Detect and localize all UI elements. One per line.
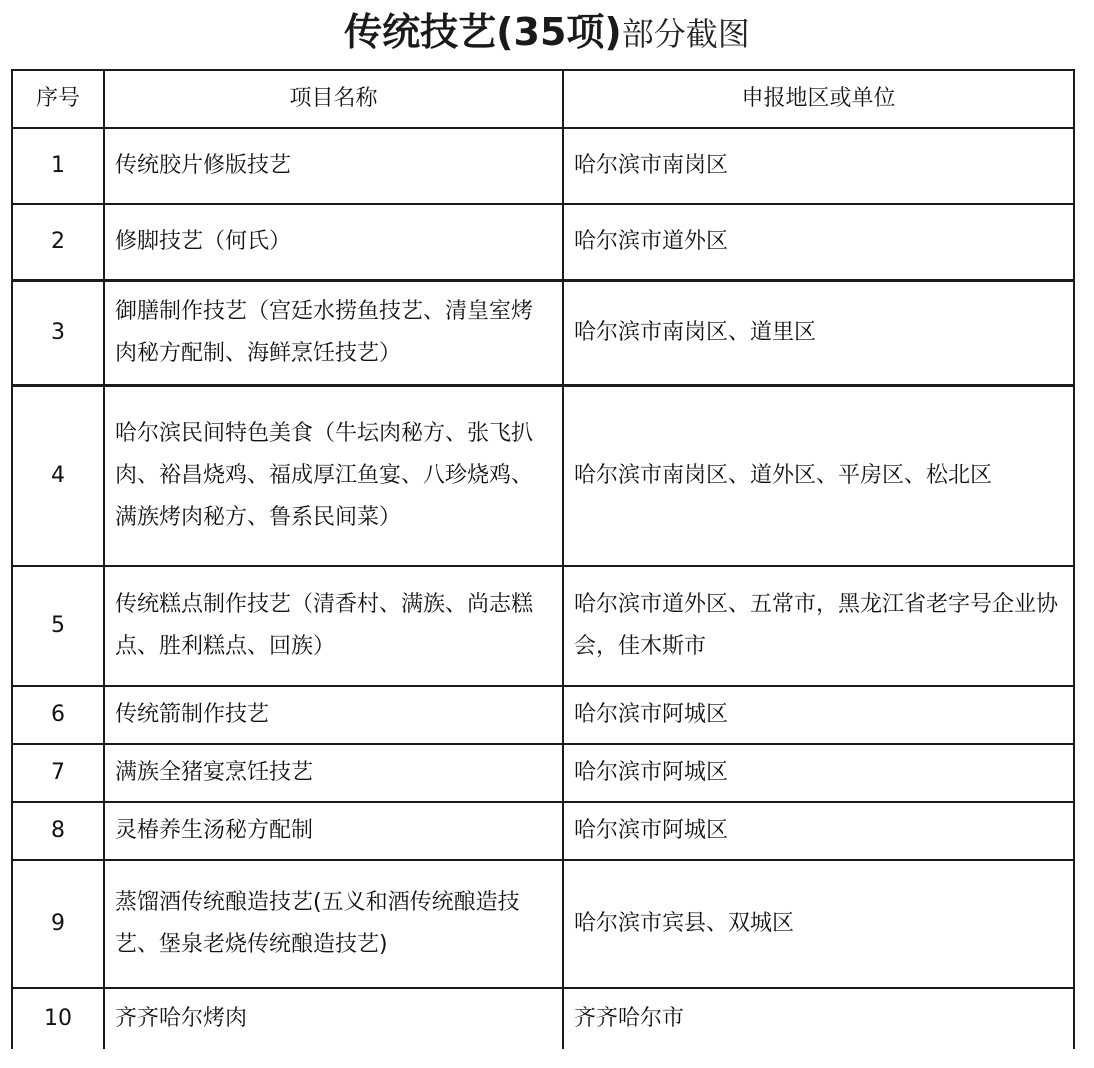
table-row	[12, 204, 1074, 281]
row-seq: 2	[12, 204, 104, 281]
row-project-name: 哈尔滨民间特色美食（牛坛肉秘方、张飞扒肉、裕昌烧鸡、福成厚江鱼宴、八珍烧鸡、满族烤肉秘方、鲁系民间菜）	[104, 386, 563, 567]
row-region-unit: 哈尔滨市南岗区	[563, 128, 1074, 204]
row-seq: 6	[12, 686, 104, 744]
row-project-name: 灵椿养生汤秘方配制	[104, 802, 563, 860]
table-row	[12, 744, 1074, 802]
table-row	[12, 988, 1074, 1049]
header-region-unit: 申报地区或单位	[563, 70, 1074, 128]
header-project-name: 项目名称	[104, 70, 563, 128]
row-seq: 8	[12, 802, 104, 860]
row-project-name: 满族全猪宴烹饪技艺	[104, 744, 563, 802]
row-seq: 10	[12, 988, 104, 1049]
heritage-table	[11, 69, 1075, 1049]
row-seq: 7	[12, 744, 104, 802]
row-project-name: 传统箭制作技艺	[104, 686, 563, 744]
row-project-name: 传统糕点制作技艺（清香村、满族、尚志糕点、胜利糕点、回族）	[104, 566, 563, 686]
row-region-unit: 哈尔滨市宾县、双城区	[563, 860, 1074, 988]
table-row	[12, 386, 1074, 567]
row-seq: 1	[12, 128, 104, 204]
row-project-name: 修脚技艺（何氏）	[104, 204, 563, 281]
row-project-name: 御膳制作技艺（宫廷水捞鱼技艺、清皇室烤肉秘方配制、海鲜烹饪技艺）	[104, 281, 563, 386]
row-seq: 3	[12, 281, 104, 386]
row-region-unit: 哈尔滨市南岗区、道里区	[563, 281, 1074, 386]
row-region-unit: 哈尔滨市阿城区	[563, 744, 1074, 802]
row-seq: 5	[12, 566, 104, 686]
row-region-unit: 哈尔滨市阿城区	[563, 802, 1074, 860]
row-region-unit: 哈尔滨市道外区、五常市，黑龙江省老字号企业协会，佳木斯市	[563, 566, 1074, 686]
row-project-name: 蒸馏酒传统酿造技艺(五义和酒传统酿造技艺、堡泉老烧传统酿造技艺)	[104, 860, 563, 988]
row-region-unit: 哈尔滨市南岗区、道外区、平房区、松北区	[563, 386, 1074, 567]
row-region-unit: 齐齐哈尔市	[563, 988, 1074, 1049]
page-title	[0, 6, 1094, 62]
table-header-row	[12, 70, 1074, 128]
row-project-name: 传统胶片修版技艺	[104, 128, 563, 204]
row-seq: 4	[12, 386, 104, 567]
row-region-unit: 哈尔滨市阿城区	[563, 686, 1074, 744]
table-row	[12, 802, 1074, 860]
table-row	[12, 686, 1074, 744]
title-suffix: 部分截图	[621, 15, 750, 53]
table-row	[12, 128, 1074, 204]
header-seq: 序号	[12, 70, 104, 128]
row-seq: 9	[12, 860, 104, 988]
table-row	[12, 566, 1074, 686]
row-project-name: 齐齐哈尔烤肉	[104, 988, 563, 1049]
table-row	[12, 281, 1074, 386]
title-main: 传统技艺(35项)	[344, 10, 622, 54]
row-region-unit: 哈尔滨市道外区	[563, 204, 1074, 281]
table-row	[12, 860, 1074, 988]
